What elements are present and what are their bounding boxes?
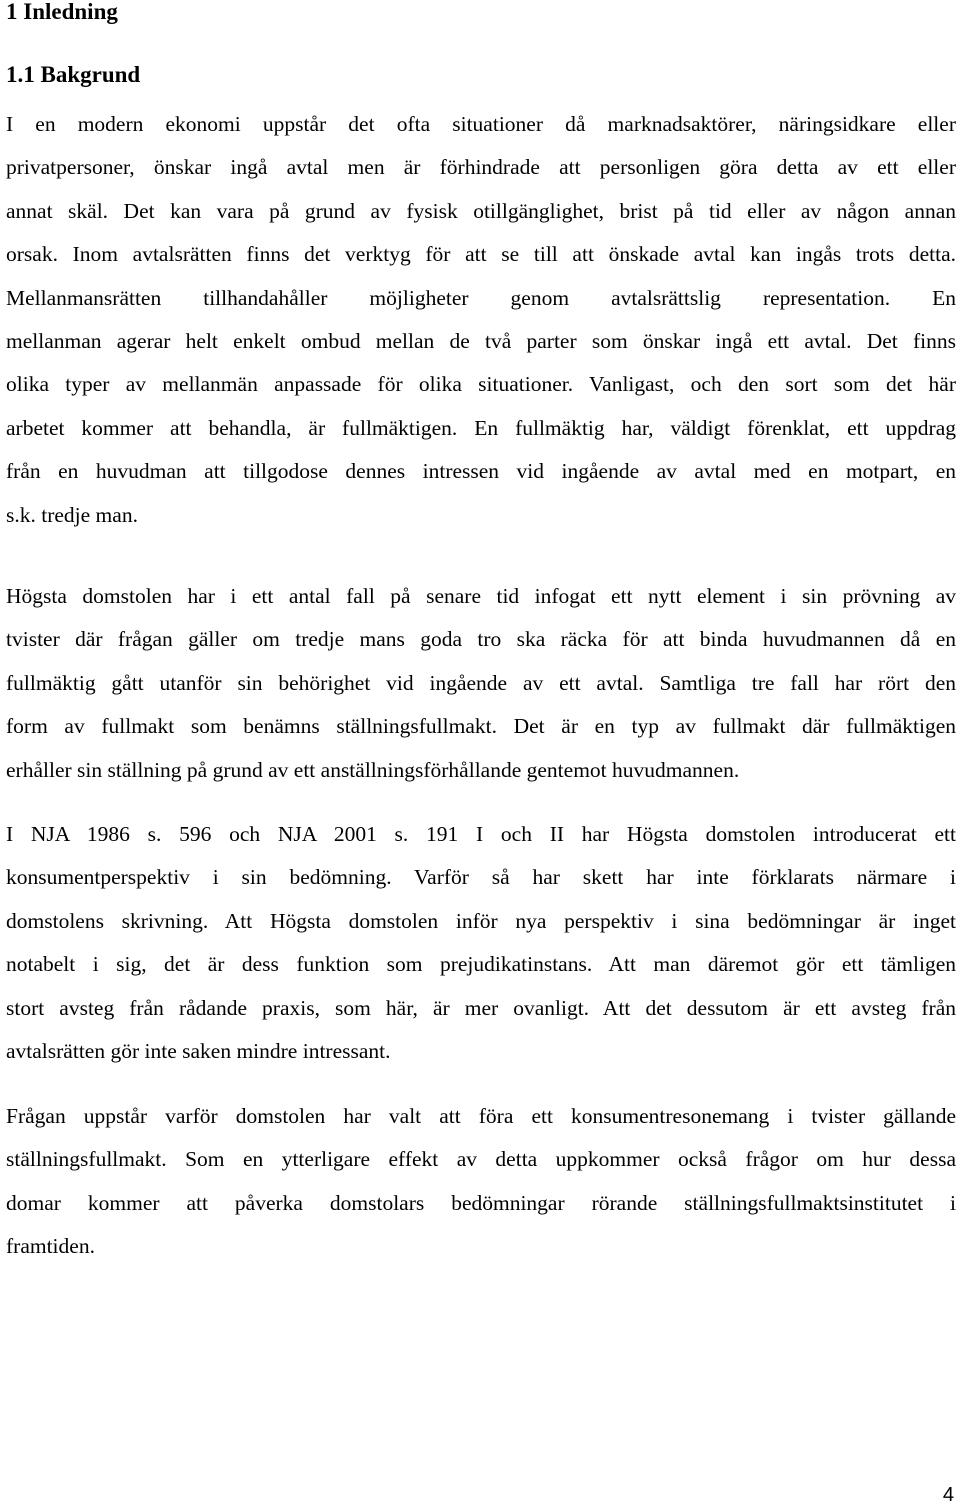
section-heading: 1.1 Bakgrund: [6, 62, 141, 87]
text-line: annat skäl. Det kan vara på grund av fysisk otillgänglighet, brist på tid eller av någon annan: [6, 198, 956, 223]
paragraph: [6, 1095, 956, 1269]
text-line: privatpersoner, önskar ingå avtal men är förhindrade att personligen göra detta av ett eller: [6, 155, 956, 180]
page-number: 4: [942, 1484, 954, 1506]
text-line: ställningsfullmakt. Som en ytterligare effekt av detta uppkommer också frågor om hur dessa: [6, 1147, 956, 1172]
text-line: från en huvudman att tillgodose dennes intressen vid ingående av avtal med en motpart, en: [6, 459, 956, 484]
paragraph: [6, 103, 956, 537]
text-line: domar kommer att påverka domstolars bedömningar rörande ställningsfullmaktsinstitutet i: [6, 1190, 956, 1215]
text-line: Högsta domstolen har i ett antal fall på senare tid infogat ett nytt element i sin prövning av: [6, 584, 956, 608]
text-line: arbetet kommer att behandla, är fullmäktigen. En fullmäktig har, väldigt förenklat, ett uppdrag: [6, 415, 956, 440]
chapter-heading: 1 Inledning: [6, 0, 118, 24]
text-line: fullmäktig gått utanför sin behörighet vid ingående av ett avtal. Samtliga tre fall har rört den: [6, 670, 956, 695]
text-line: avtalsrätten gör inte saken mindre intressant.: [6, 1038, 391, 1063]
text-line: notabelt i sig, det är dess funktion som prejudikatinstans. Att man däremot gör ett tämligen: [6, 952, 956, 977]
text-line: tvister där frågan gäller om tredje mans goda tro ska räcka för att binda huvudmannen då en: [6, 627, 956, 652]
paragraph: [6, 575, 956, 792]
text-line: I NJA 1986 s. 596 och NJA 2001 s. 191 I och II har Högsta domstolen introducerat ett: [6, 822, 956, 846]
text-line: Mellanmansrätten tillhandahåller möjligheter genom avtalsrättslig representation. En: [6, 285, 956, 310]
text-line: Frågan uppstår varför domstolen har valt att föra ett konsumentresonemang i tvister gällande: [6, 1104, 956, 1128]
text-line: form av fullmakt som benämns ställningsfullmakt. Det är en typ av fullmakt där fullmäktigen: [6, 714, 956, 739]
text-line: konsumentperspektiv i sin bedömning. Varför så har skett har inte förklarats närmare i: [6, 865, 956, 890]
text-line: I en modern ekonomi uppstår det ofta situationer då marknadsaktörer, näringsidkare eller: [6, 112, 956, 136]
paragraph: [6, 813, 956, 1073]
text-line: domstolens skrivning. Att Högsta domstolen inför nya perspektiv i sina bedömningar är inget: [6, 908, 956, 933]
text-line: mellanman agerar helt enkelt ombud mellan de två parter som önskar ingå ett avtal. Det finns: [6, 328, 956, 353]
text-line: olika typer av mellanmän anpassade för olika situationer. Vanligast, och den sort som det här: [6, 372, 956, 397]
text-line: framtiden.: [6, 1234, 95, 1259]
text-line: erhåller sin ställning på grund av ett anställningsförhållande gentemot huvudmannen.: [6, 757, 740, 782]
text-line: stort avsteg från rådande praxis, som här, är mer ovanligt. Att det dessutom är ett avsteg från: [6, 995, 956, 1020]
text-line: orsak. Inom avtalsrätten finns det verktyg för att se till att önskade avtal kan ingås trots detta.: [6, 242, 956, 267]
text-line: s.k. tredje man.: [6, 502, 138, 527]
